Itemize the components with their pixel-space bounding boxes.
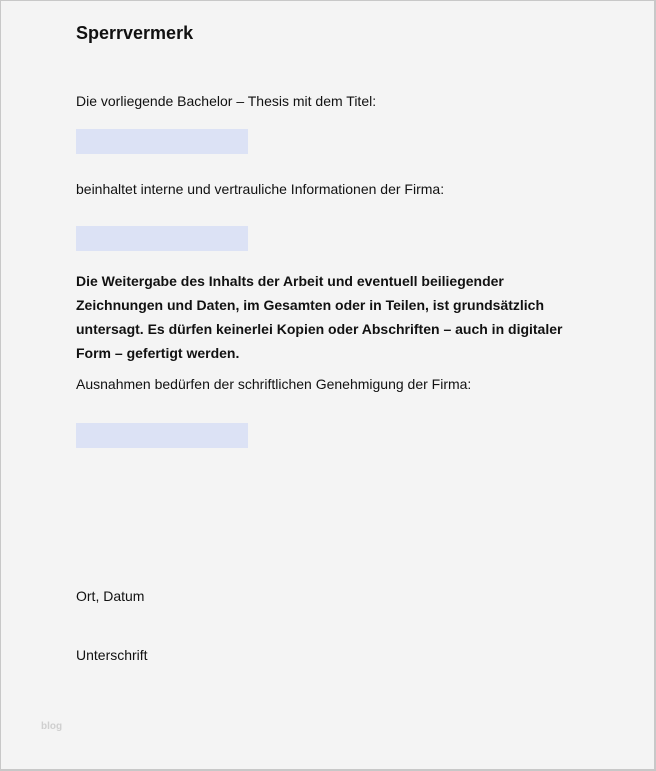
notice-line: Die Weitergabe des Inhalts der Arbeit und eventuell beiliegender (76, 273, 504, 289)
notice-line: untersagt. Es dürfen keinerlei Kopien oder Abschriften – auch in digitaler (76, 321, 563, 337)
notice-line: Form – gefertigt werden. (76, 345, 240, 361)
company-field[interactable] (76, 226, 248, 251)
place-date-label: Ort, Datum (76, 588, 145, 604)
approval-field[interactable] (76, 423, 248, 448)
confidentiality-notice (76, 269, 596, 365)
signature-label: Unterschrift (76, 647, 148, 663)
watermark: blog (41, 721, 63, 732)
exceptions-text: Ausnahmen bedürfen der schriftlichen Genehmigung der Firma: (76, 376, 472, 392)
notice-line: Zeichnungen und Daten, im Gesamten oder in Teilen, ist grundsätzlich (76, 297, 545, 313)
company-line-text: beinhaltet interne und vertrauliche Informationen der Firma: (76, 181, 445, 197)
thesis-title-field[interactable] (76, 129, 248, 154)
intro-text: Die vorliegende Bachelor – Thesis mit dem Titel: (76, 93, 377, 109)
document-title: Sperrvermerk (76, 23, 194, 43)
